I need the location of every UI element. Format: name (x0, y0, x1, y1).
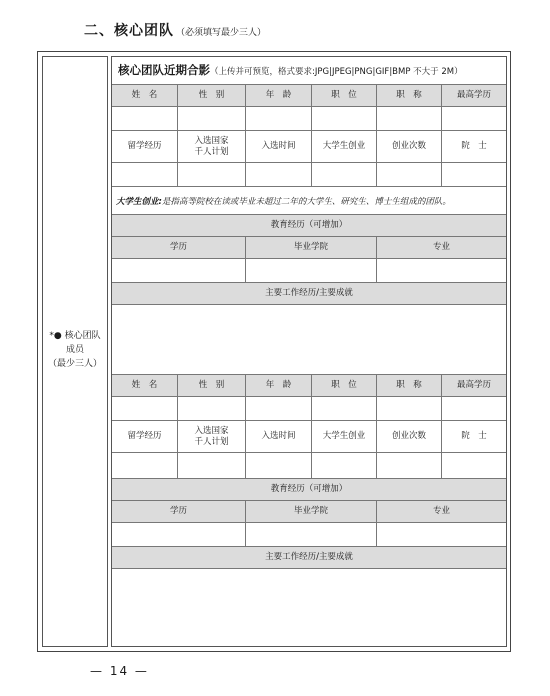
student-startup-definition (116, 195, 451, 207)
education-header-row (112, 237, 506, 259)
header-startup-count: 创业次数 (377, 131, 442, 162)
member2-values-row[interactable] (112, 397, 506, 421)
header-student-startup: 大学生创业 (312, 131, 377, 162)
member1-values-row[interactable] (112, 107, 506, 131)
core-team-label-line1: *● 核心团队 (49, 331, 101, 341)
work-content-area[interactable] (112, 305, 506, 375)
header-selection-time: 入选时间 (246, 421, 312, 452)
value-gender[interactable] (178, 107, 246, 130)
work-content-area[interactable] (112, 569, 506, 644)
education-col-degree: 学历 (112, 237, 246, 258)
value-gender[interactable] (178, 397, 246, 420)
value-education[interactable] (442, 397, 506, 420)
value-startup-count[interactable] (377, 163, 442, 186)
header-gender: 性 别 (178, 85, 246, 106)
header-thousand-talents: 入选国家 千人计划 (178, 131, 246, 162)
member2-header-row (112, 375, 506, 397)
value-academician[interactable] (442, 163, 506, 186)
header-selection-time: 入选时间 (246, 131, 312, 162)
header-title: 职 称 (377, 375, 442, 396)
header-startup-count: 创业次数 (377, 421, 442, 452)
core-team-form (37, 51, 511, 652)
photo-title-text: 核心团队近期合影 (118, 63, 210, 77)
education-header-row (112, 501, 506, 523)
value-academician[interactable] (442, 453, 506, 478)
header-academician: 院 士 (461, 141, 487, 151)
education-title: 教育经历（可增加） (112, 479, 506, 500)
value-study-abroad[interactable] (112, 453, 178, 478)
work-title-row (112, 283, 506, 305)
header-age: 年 龄 (246, 85, 312, 106)
header-name: 姓 名 (112, 85, 178, 106)
core-team-label (43, 329, 107, 371)
value-education[interactable] (442, 107, 506, 130)
section-title-text: 二、核心团队 (84, 23, 174, 39)
member1-values2-row[interactable] (112, 163, 506, 187)
education-title: 教育经历（可增加） (112, 215, 506, 236)
education-degree-value[interactable] (112, 523, 246, 546)
education-degree-value[interactable] (112, 259, 246, 282)
value-position[interactable] (312, 397, 377, 420)
header-title: 职 称 (377, 85, 442, 106)
header-name: 姓 名 (112, 375, 178, 396)
photo-note: （上传并可预览，格式要求:JPG|JPEG|PNG|GIF|BMP 不大于 2M） (210, 67, 463, 77)
header-education: 最高学历 (442, 85, 506, 106)
header-gender: 性 别 (178, 375, 246, 396)
education-title-row (112, 215, 506, 237)
page-number: — 14 — (90, 664, 149, 678)
member1-header2-row (112, 131, 506, 163)
value-age[interactable] (246, 397, 312, 420)
header-student-startup: 大学生创业 (312, 421, 377, 452)
education-major-value[interactable] (377, 259, 506, 282)
header-study-abroad: 留学经历 (112, 421, 178, 452)
work-title-row (112, 547, 506, 569)
definition-label: 大学生创业: (116, 197, 162, 207)
value-position[interactable] (312, 107, 377, 130)
education-school-value[interactable] (246, 523, 377, 546)
value-startup-count[interactable] (377, 453, 442, 478)
header-academician: 院 士 (461, 431, 487, 441)
value-name[interactable] (112, 397, 178, 420)
education-col-degree: 学历 (112, 501, 246, 522)
section-title (84, 20, 266, 40)
value-study-abroad[interactable] (112, 163, 178, 186)
member2-values2-row[interactable] (112, 453, 506, 479)
value-student-startup[interactable] (312, 163, 377, 186)
core-team-label-line2: 成员 (65, 345, 84, 355)
header-study-abroad: 留学经历 (112, 131, 178, 162)
work-title: 主要工作经历/主要成就 (112, 283, 506, 304)
education-col-school: 毕业学院 (246, 501, 377, 522)
value-student-startup[interactable] (312, 453, 377, 478)
core-team-label-line3: （最少三人） (47, 359, 102, 369)
member1-header-row (112, 85, 506, 107)
education-col-major: 专业 (377, 501, 506, 522)
section-subtitle: （必须填写最少三人） (176, 28, 267, 38)
education-title-row (112, 479, 506, 501)
education-col-major: 专业 (377, 237, 506, 258)
definition-row (112, 187, 506, 215)
left-label-column (42, 56, 108, 647)
work-title: 主要工作经历/主要成就 (112, 547, 506, 568)
definition-text: 是指高等院校在读或毕业未超过二年的大学生、研究生、博士生组成的团队。 (161, 197, 451, 207)
value-thousand-talents[interactable] (178, 163, 246, 186)
value-age[interactable] (246, 107, 312, 130)
education-school-value[interactable] (246, 259, 377, 282)
photo-title (118, 62, 463, 78)
education-col-school: 毕业学院 (246, 237, 377, 258)
header-education: 最高学历 (442, 375, 506, 396)
header-position: 职 位 (312, 85, 377, 106)
photo-row[interactable] (112, 57, 506, 85)
education-value-row[interactable] (112, 259, 506, 283)
header-position: 职 位 (312, 375, 377, 396)
header-thousand-talents: 入选国家 千人计划 (178, 421, 246, 452)
value-title[interactable] (377, 107, 442, 130)
education-major-value[interactable] (377, 523, 506, 546)
education-value-row[interactable] (112, 523, 506, 547)
value-selection-time[interactable] (246, 453, 312, 478)
team-table (111, 56, 507, 647)
header-age: 年 龄 (246, 375, 312, 396)
value-thousand-talents[interactable] (178, 453, 246, 478)
value-selection-time[interactable] (246, 163, 312, 186)
value-title[interactable] (377, 397, 442, 420)
value-name[interactable] (112, 107, 178, 130)
member2-header2-row (112, 421, 506, 453)
